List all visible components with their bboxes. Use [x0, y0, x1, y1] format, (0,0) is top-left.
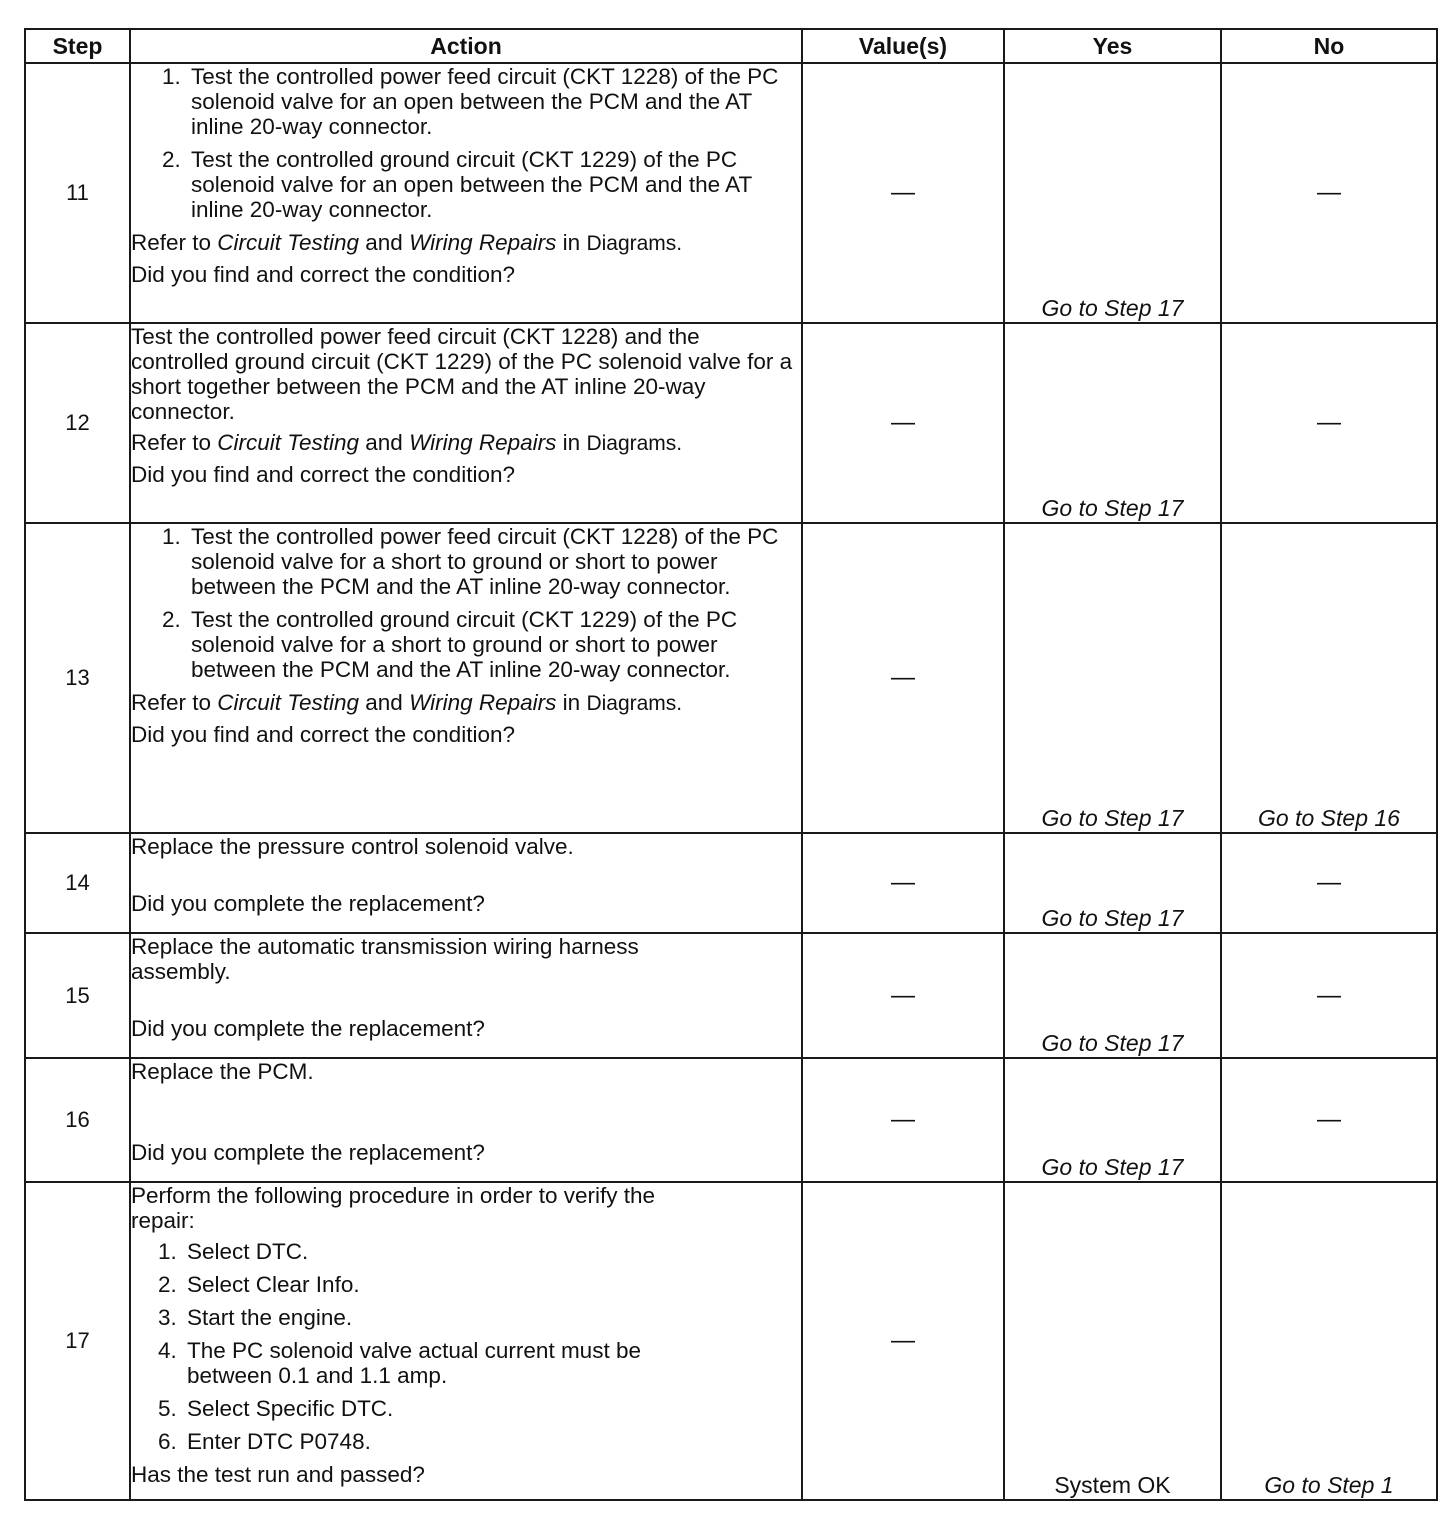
action-question: Did you find and correct the condition?	[131, 462, 515, 487]
action-item: 2. Select Clear Info.	[183, 1272, 801, 1297]
action-cell	[130, 833, 802, 933]
action-item: 4. The PC solenoid valve actual current must be between 0.1 and 1.1 amp.	[183, 1338, 707, 1388]
table-row	[25, 523, 1437, 833]
action-item: 1. Test the controlled power feed circuit (CKT 1228) of the PC solenoid valve for a short to ground or short to power between the PCM and the AT inline 20-way connector.	[187, 524, 801, 599]
values-cell: —	[802, 323, 1004, 523]
yes-cell: Go to Step 17	[1004, 523, 1221, 833]
action-question: Has the test run and passed?	[131, 1462, 425, 1487]
step-number: 11	[25, 63, 130, 323]
action-text: Replace the pressure control solenoid valve.	[131, 834, 574, 859]
action-item: 1. Test the controlled power feed circuit (CKT 1228) of the PC solenoid valve for an open between the PCM and the AT inline 20-way connector.	[187, 64, 801, 139]
header-yes: Yes	[1004, 29, 1221, 63]
action-question: Did you complete the replacement?	[131, 1016, 485, 1041]
header-values: Value(s)	[802, 29, 1004, 63]
action-item: 6. Enter DTC P0748.	[183, 1429, 801, 1454]
action-question: Did you find and correct the condition?	[131, 262, 515, 287]
action-question: Did you complete the replacement?	[131, 1140, 485, 1165]
action-cell	[130, 1058, 802, 1182]
table-row	[25, 833, 1437, 933]
header-action: Action	[130, 29, 802, 63]
no-cell: —	[1221, 1058, 1437, 1182]
yes-cell: Go to Step 17	[1004, 63, 1221, 323]
action-item: 1. Select DTC.	[183, 1239, 801, 1264]
no-cell: Go to Step 16	[1221, 523, 1437, 833]
values-cell: —	[802, 833, 1004, 933]
action-item: 2. Test the controlled ground circuit (CKT 1229) of the PC solenoid valve for an open between the PCM and the AT inline 20-way connector.	[187, 147, 801, 222]
table-row	[25, 63, 1437, 323]
action-cell	[130, 1182, 802, 1500]
yes-cell: Go to Step 17	[1004, 933, 1221, 1058]
action-cell	[130, 933, 802, 1058]
action-cell	[130, 323, 802, 523]
values-cell: —	[802, 1182, 1004, 1500]
refer-note: Refer to Circuit Testing and Wiring Repairs in Diagrams.	[131, 430, 683, 455]
action-text: Test the controlled power feed circuit (CKT 1228) and the controlled ground circuit (CKT 1229) of the PC solenoid valve for a short together between the PCM and the AT inline 20-way connector.	[131, 324, 793, 424]
table-row	[25, 933, 1437, 1058]
diagnostic-table	[24, 28, 1438, 1501]
step-number: 17	[25, 1182, 130, 1500]
yes-cell: Go to Step 17	[1004, 833, 1221, 933]
step-number: 16	[25, 1058, 130, 1182]
table-row	[25, 1058, 1437, 1182]
action-question: Did you complete the replacement?	[131, 891, 485, 916]
step-number: 15	[25, 933, 130, 1058]
step-number: 12	[25, 323, 130, 523]
values-cell: —	[802, 63, 1004, 323]
step-number: 14	[25, 833, 130, 933]
values-cell: —	[802, 523, 1004, 833]
table-row	[25, 323, 1437, 523]
no-cell: —	[1221, 323, 1437, 523]
no-cell: Go to Step 1	[1221, 1182, 1437, 1500]
action-item: 5. Select Specific DTC.	[183, 1396, 801, 1421]
header-step: Step	[25, 29, 130, 63]
yes-cell: Go to Step 17	[1004, 323, 1221, 523]
values-cell: —	[802, 933, 1004, 1058]
no-cell: —	[1221, 63, 1437, 323]
header-no: No	[1221, 29, 1437, 63]
refer-note: Refer to Circuit Testing and Wiring Repairs in Diagrams.	[131, 690, 683, 715]
action-cell	[130, 63, 802, 323]
action-text: Replace the automatic transmission wiring harness assembly.	[131, 934, 639, 984]
table-row	[25, 1182, 1437, 1500]
step-number: 13	[25, 523, 130, 833]
action-cell	[130, 523, 802, 833]
no-cell: —	[1221, 833, 1437, 933]
values-cell: —	[802, 1058, 1004, 1182]
action-item: 2. Test the controlled ground circuit (CKT 1229) of the PC solenoid valve for a short to ground or short to power between the PCM and the AT inline 20-way connector.	[187, 607, 801, 682]
action-question: Did you find and correct the condition?	[131, 722, 515, 747]
action-item: 3. Start the engine.	[183, 1305, 801, 1330]
no-cell: —	[1221, 933, 1437, 1058]
action-text: Perform the following procedure in order to verify the repair:	[131, 1183, 656, 1233]
yes-cell: Go to Step 17	[1004, 1058, 1221, 1182]
refer-note: Refer to Circuit Testing and Wiring Repairs in Diagrams.	[131, 230, 683, 255]
header-row	[25, 29, 1437, 63]
action-text: Replace the PCM.	[131, 1059, 314, 1084]
yes-cell: System OK	[1004, 1182, 1221, 1500]
